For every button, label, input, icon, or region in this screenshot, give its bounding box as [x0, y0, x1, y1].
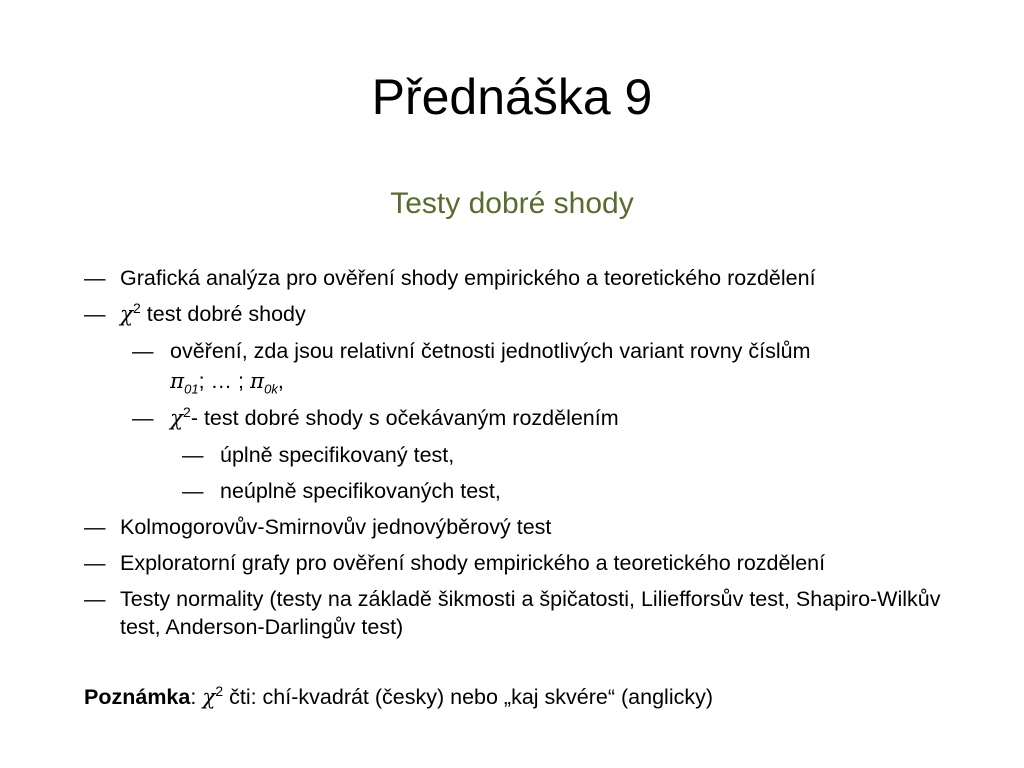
bullet-dash: — — [84, 587, 106, 611]
footnote — [84, 682, 984, 713]
math-expression — [170, 367, 984, 396]
pi-symbol: π — [170, 369, 185, 394]
slide-title: Přednáška 9 — [371, 69, 653, 125]
slide-subtitle: Testy dobré shody — [390, 187, 634, 220]
bullet-list — [84, 264, 984, 649]
bullet-dash: — — [84, 515, 106, 539]
note-label: Poznámka — [84, 685, 191, 709]
ellipsis: ; … ; — [198, 369, 245, 393]
item-text: - test dobré shody s očekávaným rozdělením — [190, 406, 619, 430]
bullet-dash: — — [84, 302, 106, 326]
pi-symbol: π — [250, 369, 265, 394]
item-text: Kolmogorovův-Smirnovův jednovýběrový test — [120, 515, 552, 539]
list-item — [84, 477, 984, 505]
list-item — [84, 337, 984, 396]
bullet-dash: — — [84, 266, 106, 290]
comma: , — [277, 369, 284, 393]
subscript: 01 — [184, 381, 199, 397]
superscript: 2 — [133, 299, 141, 316]
list-item — [84, 300, 984, 329]
item-text: test dobré shody — [140, 302, 306, 326]
superscript: 2 — [215, 682, 224, 699]
list-item — [84, 513, 984, 541]
item-text: neúplně specifikovaných test, — [220, 479, 501, 503]
item-text: úplně specifikovaný test, — [220, 443, 455, 467]
chi-symbol: χ — [202, 685, 216, 710]
list-item — [84, 585, 984, 641]
bullet-dash: — — [132, 406, 154, 430]
item-text: ověření, zda jsou relativní četnosti jednotlivých variant rovny číslům — [170, 339, 811, 363]
list-item — [84, 264, 984, 292]
chi-symbol: χ — [120, 302, 134, 327]
item-text: Testy normality (testy na základě šikmosti a špičatosti, Liliefforsův test, Shapiro-Wilkův test, Anderson-Darlingův test) — [120, 587, 941, 639]
item-text: Grafická analýza pro ověření shody empirického a teoretického rozdělení — [120, 266, 816, 290]
superscript: 2 — [183, 403, 191, 420]
chi-symbol: χ — [170, 406, 184, 431]
item-text: Exploratorní grafy pro ověření shody empirického a teoretického rozdělení — [120, 551, 826, 575]
list-item — [84, 441, 984, 469]
bullet-dash: — — [182, 443, 204, 467]
bullet-dash: — — [132, 339, 154, 363]
bullet-dash: — — [84, 551, 106, 575]
bullet-dash: — — [182, 479, 204, 503]
subscript: 0k — [264, 381, 278, 397]
list-item — [84, 549, 984, 577]
note-colon: : — [190, 685, 203, 709]
list-item — [84, 404, 984, 433]
note-text: čti: chí-kvadrát (česky) nebo „kaj skvére“ (anglicky) — [223, 685, 714, 709]
